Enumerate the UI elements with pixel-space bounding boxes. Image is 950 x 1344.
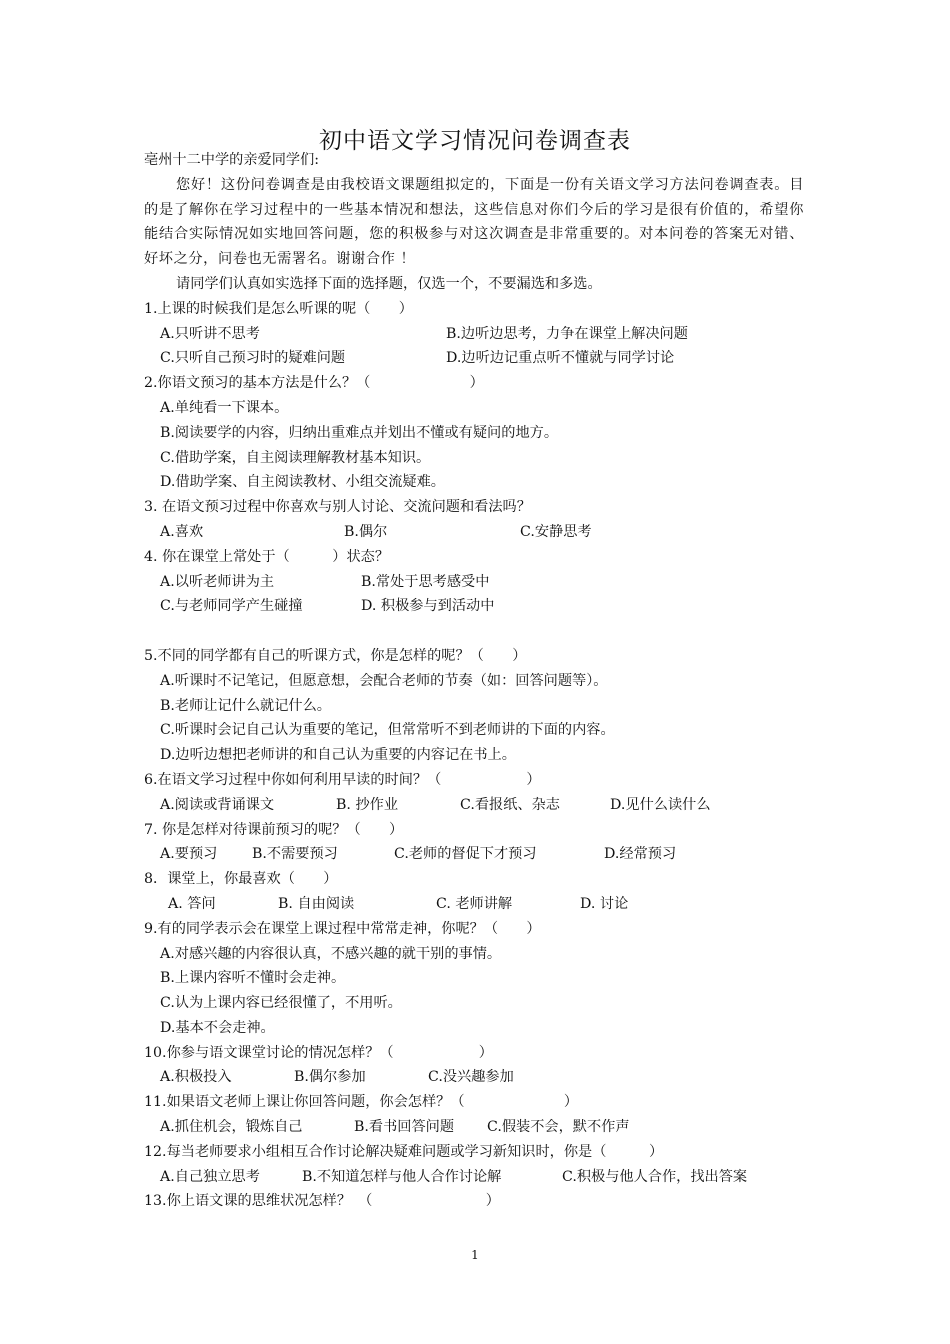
option-d: D.边听边记重点听不懂就与同学讨论 (446, 350, 675, 367)
option-a: A.只听讲不思考 (160, 325, 260, 342)
option-row (144, 570, 804, 595)
question-text: 1.上课的时候我们是怎么听课的呢（ ） (144, 300, 413, 317)
option-d: D. 讨论 (580, 895, 629, 912)
option-row (144, 322, 804, 347)
option-row (144, 892, 804, 917)
question-8 (144, 867, 804, 917)
option-row (144, 842, 804, 867)
option-c: C.看报纸、杂志 (460, 796, 560, 813)
question-11 (144, 1090, 804, 1140)
option-c: C.安静思考 (520, 523, 592, 540)
option-b: B.边听边思考，力争在课堂上解决问题 (446, 325, 688, 342)
option-d: D.见什么读什么 (610, 796, 711, 813)
option-row (144, 1115, 804, 1140)
option-c: C.只听自己预习时的疑难问题 (160, 350, 346, 367)
option-b: B.上课内容听不懂时会走神。 (160, 970, 346, 987)
option-a: A.自己独立思考 (160, 1168, 260, 1185)
instruction: 请同学们认真如实选择下面的选择题，仅选一个，不要漏选和多选。 (176, 275, 602, 292)
question-text: 9.有的同学表示会在课堂上课过程中常常走神，你呢？（ ） (144, 920, 541, 937)
option-a: A.单纯看一下课本。 (160, 399, 289, 416)
option-b: B. 自由阅读 (278, 895, 355, 912)
question-13 (144, 1189, 804, 1214)
option-d: D.基本不会走神。 (160, 1019, 275, 1036)
question-text: 10.你参与语文课堂讨论的情况怎样？（ ） (144, 1044, 493, 1061)
option-a: A.要预习 (160, 846, 218, 863)
question-7 (144, 818, 804, 868)
option-b: B.常处于思考感受中 (361, 573, 490, 590)
option-c: C.假装不会，默不作声 (487, 1119, 630, 1136)
question-text: 3. 在语文预习过程中你喜欢与别人讨论、交流问题和看法吗？ (144, 499, 531, 516)
option-row (144, 1065, 804, 1090)
question-3 (144, 495, 804, 545)
option-b: B.偶尔参加 (294, 1069, 366, 1086)
question-text: 7. 你是怎样对待课前预习的呢？（ ） (144, 821, 404, 838)
option-b: B.偶尔 (344, 523, 388, 540)
option-b: B. 抄作业 (336, 796, 399, 813)
question-text: 6.在语文学习过程中你如何利用早读的时间？（ ） (144, 771, 541, 788)
question-1 (144, 297, 804, 371)
spacer (144, 619, 804, 644)
option-b: B.不需要预习 (252, 846, 338, 863)
question-text: 5.不同的同学都有自己的听课方式，你是怎样的呢？（ ） (144, 647, 527, 664)
question-text: 13.你上语文课的思维状况怎样？ （ ） (144, 1193, 500, 1210)
document-body (144, 148, 804, 1214)
question-5 (144, 644, 804, 768)
option-d: D. 积极参与到活动中 (361, 598, 495, 615)
option-a: A.阅读或背诵课文 (160, 796, 275, 813)
option-b: B.老师让记什么就记什么。 (160, 697, 331, 714)
option-a: A.听课时不记笔记，但愿意想，会配合老师的节奏（如：回答问题等）。 (160, 672, 608, 689)
option-row (144, 346, 804, 371)
document-title: 初中语文学习情况问卷调查表 (319, 128, 631, 154)
option-d: D.经常预习 (604, 846, 677, 863)
question-6 (144, 768, 804, 818)
intro-paragraph: 您好！这份问卷调查是由我校语文课题组拟定的，下面是一份有关语文学习方法问卷调查表。目的是了解你在学习过程中的一些基本情况和想法，这些信息对你们今后的学习是很有价值的，希望你能结合实际情况如实地回答问题，您的积极参与对这次调查是非常重要的。对本问卷的答案无对错、好坏之分，问卷也无需署名。谢谢合作 ！ (144, 176, 804, 268)
option-c: C.认为上课内容已经很懂了，不用听。 (160, 995, 402, 1012)
question-text: 11.如果语文老师上课让你回答问题，你会怎样？（ ） (144, 1094, 579, 1111)
option-c: C.与老师同学产生碰撞 (160, 598, 303, 615)
question-10 (144, 1041, 804, 1091)
option-b: B.不知道怎样与他人合作讨论解 (302, 1168, 502, 1185)
option-c: C. 老师讲解 (436, 895, 513, 912)
question-9 (144, 917, 804, 1041)
option-b: B.阅读要学的内容，归纳出重难点并划出不懂或有疑问的地方。 (160, 424, 559, 441)
option-a: A.抓住机会，锻炼自己 (160, 1119, 303, 1136)
option-d: D.借助学案、自主阅读教材、小组交流疑难。 (160, 474, 445, 491)
option-a: A. 答问 (168, 895, 216, 912)
question-text: 4. 你在课堂上常处于（ ）状态？ (144, 548, 390, 565)
option-c: C.听课时会记自己认为重要的笔记，但常常听不到老师讲的下面的内容。 (160, 722, 615, 739)
option-a: A.以听老师讲为主 (160, 573, 275, 590)
question-text: 2.你语文预习的基本方法是什么？（ ） (144, 375, 484, 392)
option-row (144, 520, 804, 545)
question-2 (144, 371, 804, 495)
option-c: C.积极与他人合作，找出答案 (562, 1168, 748, 1185)
question-12 (144, 1140, 804, 1190)
option-c: C.没兴趣参加 (428, 1069, 514, 1086)
question-4 (144, 545, 804, 619)
page-number: 1 (471, 1248, 479, 1262)
option-a: A.积极投入 (160, 1069, 232, 1086)
option-a: A.对感兴趣的内容很认真，不感兴趣的就干别的事情。 (160, 945, 502, 962)
option-a: A.喜欢 (160, 523, 204, 540)
question-text: 12.每当老师要求小组相互合作讨论解决疑难问题或学习新知识时，你是（ ） (144, 1143, 664, 1160)
option-d: D.边听边想把老师讲的和自己认为重要的内容记在书上。 (160, 747, 516, 764)
greeting: 亳州十二中学的亲爱同学们: (144, 152, 320, 168)
option-c: C.老师的督促下才预习 (394, 846, 537, 863)
option-row (144, 1165, 804, 1190)
option-c: C.借助学案，自主阅读理解教材基本知识。 (160, 449, 431, 466)
option-b: B.看书回答问题 (354, 1119, 455, 1136)
option-row (144, 594, 804, 619)
question-text: 8．课堂上，你最喜欢（ ） (144, 871, 338, 888)
option-row (144, 793, 804, 818)
